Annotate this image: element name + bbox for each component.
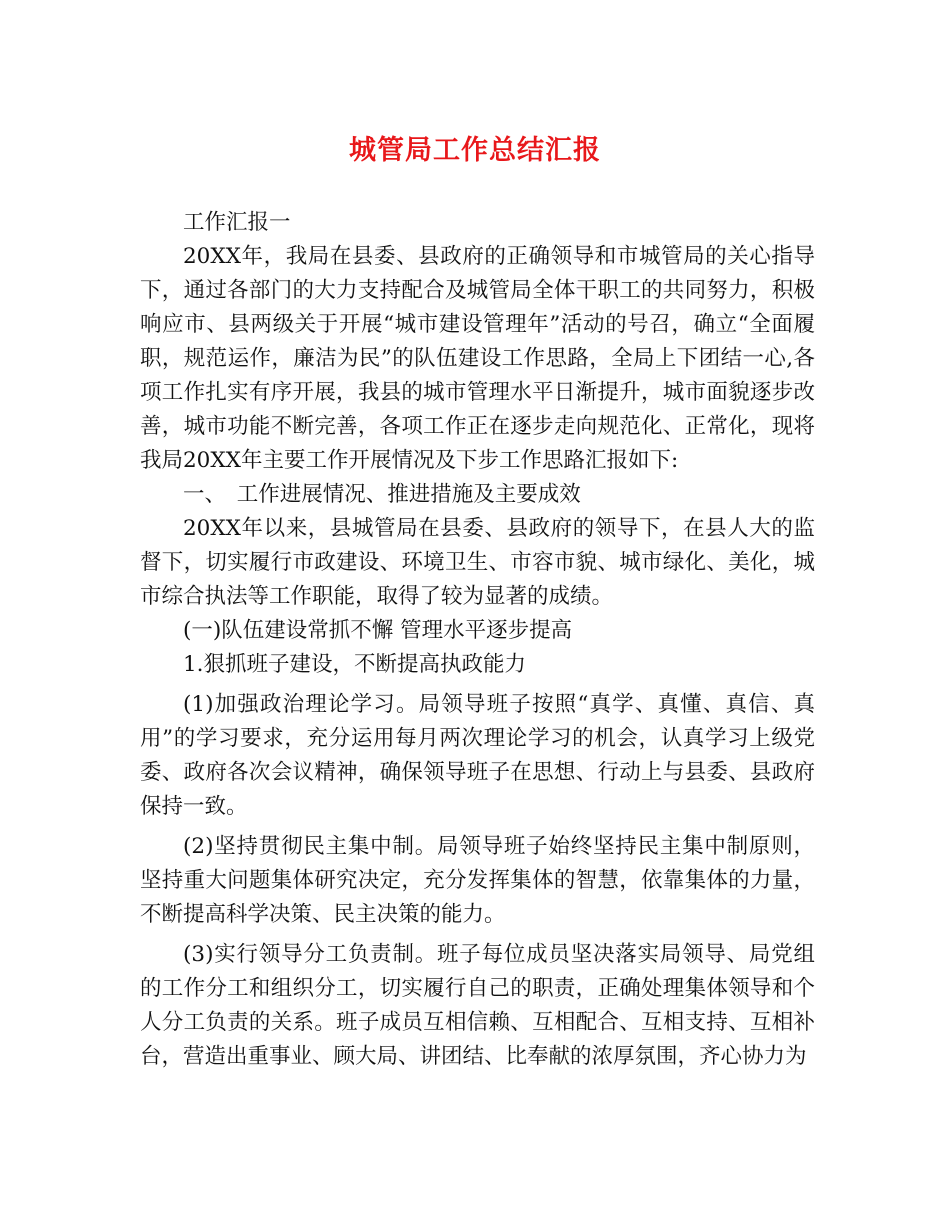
- paragraph-point-1: (1)加强政治理论学习。局领导班子按照“真学、真懂、真信、真用”的学习要求，充分运用每月两次理论学习的机会，认真学习上级党委、政府各次会议精神，确保领导班子在思想、行动上与县委、县政府保持一致。: [140, 692, 815, 819]
- document-body: [140, 206, 815, 1074]
- document-title: 城管局工作总结汇报: [349, 135, 601, 166]
- paragraph-report-heading: 工作汇报一: [183, 210, 291, 235]
- paragraph-section-one-heading: 一、 工作进展情况、推进措施及主要成效: [183, 482, 581, 507]
- paragraph-subsection-heading: (一)队伍建设常抓不懈 管理水平逐步提高: [183, 618, 573, 643]
- paragraph-item-heading: 1.狠抓班子建设，不断提高执政能力: [183, 652, 527, 677]
- paragraph-point-2: (2)坚持贯彻民主集中制。局领导班子始终坚持民主集中制原则，坚持重大问题集体研究决定，充分发挥集体的智慧，依靠集体的力量，不断提高科学决策、民主决策的能力。: [140, 834, 815, 927]
- paragraph-point-3: (3)实行领导分工负责制。班子每位成员坚决落实局领导、局党组的工作分工和组织分工，切实履行自己的职责，正确处理集体领导和个人分工负责的关系。班子成员互相信赖、互相配合、互相支持、互相补台，营造出重事业、顾大局、讲团结、比奉献的浓厚氛围，齐心协力为: [140, 942, 815, 1069]
- paragraph-section-one-body: 20XX年以来，县城管局在县委、县政府的领导下，在县人大的监督下，切实履行市政建设、环境卫生、市容市貌、城市绿化、美化，城市综合执法等工作职能，取得了较为显著的成绩。: [140, 516, 815, 609]
- paragraph-intro: 20XX年，我局在县委、县政府的正确领导和市城管局的关心指导下，通过各部门的大力支持配合及城管局全体干职工的共同努力，积极响应市、县两级关于开展“城市建设管理年”活动的号召，确立“全面履职，规范运作，廉洁为民”的队伍建设工作思路，全局上下团结一心,各项工作扎实有序开展，我县的城市管理水平日渐提升，城市面貌逐步改善，城市功能不断完善，各项工作正在逐步走向规范化、正常化，现将我局20XX年主要工作开展情况及下步工作思路汇报如下:: [140, 244, 815, 473]
